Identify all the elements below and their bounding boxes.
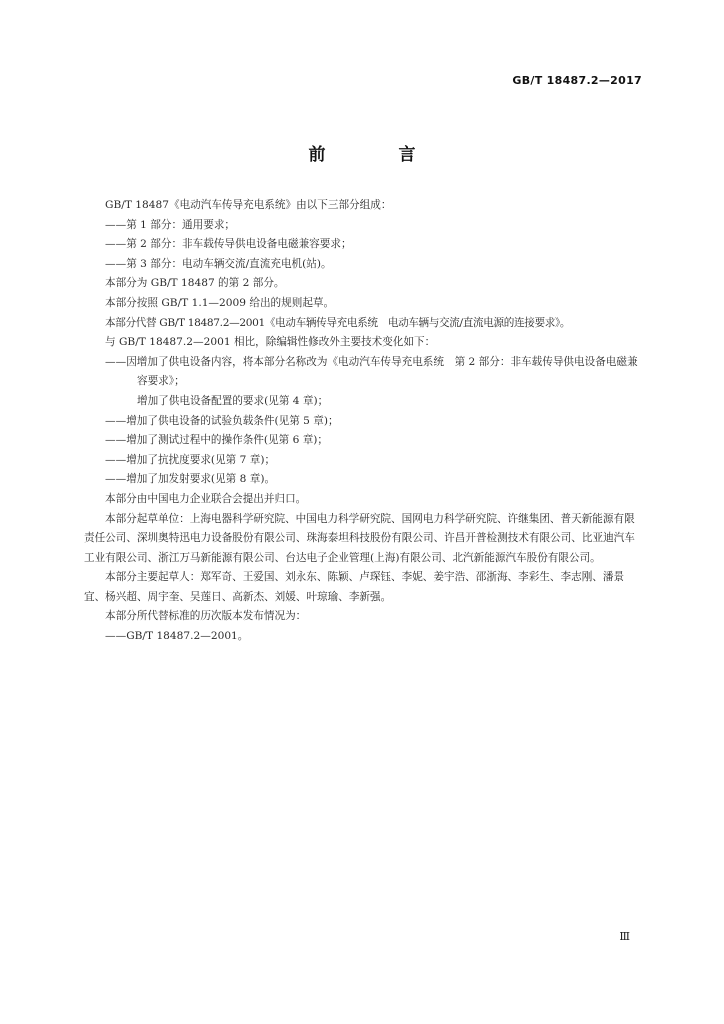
list-item-change-immunity: ——增加了抗扰度要求(见第 7 章)； — [105, 453, 276, 466]
list-item-history-2001: ——GB/T 18487.2—2001。 — [105, 630, 249, 643]
paragraph-drafting-rules: 本部分按照 GB/T 1.1—2009 给出的规则起草。 — [105, 296, 335, 309]
list-item-change-load: ——增加了供电设备的试验负载条件(见第 5 章)； — [105, 414, 339, 427]
list-item-part2: ——第 2 部分：非车载传导供电设备电磁兼容要求； — [105, 238, 352, 251]
list-item-change-operation: ——增加了测试过程中的操作条件(见第 6 章)； — [105, 434, 329, 447]
list-item-change-config: 增加了供电设备配置的要求(见第 4 章)； — [137, 394, 329, 407]
paragraph-replaces: 本部分代替 GB/T 18487.2—2001《电动车辆传导充电系统 电动车辆与交流/直流电源的连接要求》。 — [105, 316, 571, 329]
paragraph-changes-intro: 与 GB/T 18487.2—2001 相比，除编辑性修改外主要技术变化如下： — [105, 336, 436, 349]
list-item-part1: ——第 1 部分：通用要求； — [105, 218, 236, 231]
paragraph-drafters: 本部分主要起草人：郑军奇、王爱国、刘永东、陈颖、卢琛钰、李妮、姜宇浩、邵浙海、李彩生、李志刚、潘景宜、杨兴超、周宇奎、吴莲日、高新杰、刘媛、叶琼瑜、李新强。 — [84, 571, 625, 603]
paragraph-history: 本部分所代替标准的历次版本发布情况为： — [105, 610, 307, 623]
page-title: 前 言 — [308, 145, 444, 165]
paragraph-drafting-units: 本部分起草单位：上海电器科学研究院、中国电力科学研究院、国网电力科学研究院、许继集团、普天新能源有限责任公司、深圳奥特迅电力设备股份有限公司、珠海泰坦科技股份有限公司、许昌开普检测技术有限公司、比亚迪汽车工业有限公司、浙江万马新能源有限公司、台达电子企业管理(上海)有限公司、北汽新能源汽车股份有限公司。 — [84, 512, 635, 564]
paragraph-intro: GB/T 18487《电动汽车传导充电系统》由以下三部分组成： — [105, 199, 392, 211]
standard-number: GB/T 18487.2—2017 — [512, 74, 642, 87]
paragraph-part-of: 本部分为 GB/T 18487 的第 2 部分。 — [105, 277, 285, 290]
paragraph-proposed-by: 本部分由中国电力企业联合会提出并归口。 — [105, 492, 307, 505]
list-item-change-name: ——因增加了供电设备内容，将本部分名称改为《电动汽车传导充电系统 第 2 部分：非车载传导供电设备电磁兼容要求》； — [105, 355, 638, 388]
list-item-change-emission: ——增加了加发射要求(见第 8 章)。 — [105, 473, 276, 486]
document-body — [84, 196, 644, 647]
list-item-part3: ——第 3 部分：电动车辆交流/直流充电机(站)。 — [105, 257, 332, 270]
page-number: Ⅲ — [619, 930, 630, 943]
